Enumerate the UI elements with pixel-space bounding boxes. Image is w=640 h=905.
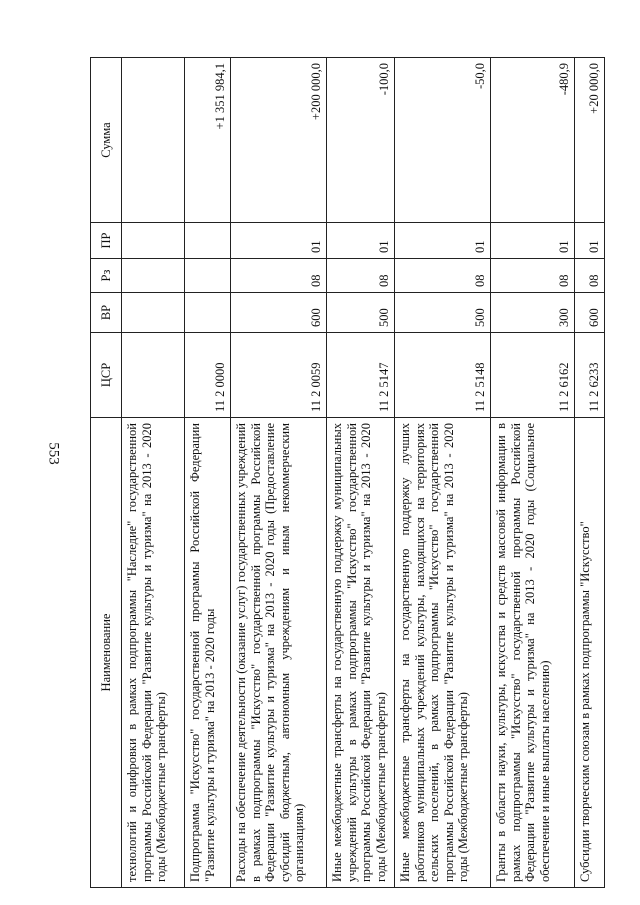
row-sum: -100,0: [327, 58, 395, 223]
budget-table-container: [90, 58, 610, 888]
header-csr: ЦСР: [91, 333, 122, 418]
row-sum: +200 000,0: [231, 58, 327, 223]
row-rz: 08: [395, 259, 491, 293]
table-row: [231, 58, 327, 888]
row-csr: [122, 333, 185, 418]
row-vr: 300: [491, 293, 575, 333]
table-row: [327, 58, 395, 888]
row-csr: 11 2 0059: [231, 333, 327, 418]
row-vr: [185, 293, 231, 333]
table-row: [491, 58, 575, 888]
row-vr: 500: [327, 293, 395, 333]
row-name: Иные межбюджетные трансферты на государственную поддержку лучших работников муниципальных учреждений культуры, находящихся на территориях сельских поселений, в рамках подпрограммы "Искусство" государственной программы Российской Федерации "Развитие культуры и туризма" на 2013 - 2020 годы (Межбюджетные трансферты): [395, 418, 491, 888]
row-csr: 11 2 6162: [491, 333, 575, 418]
row-rz: 08: [575, 259, 605, 293]
row-name: Гранты в области науки, культуры, искусства и средств массовой информации в рамках подпрограммы "Искусство" государственной программы Российской Федерации "Развитие культуры и туризма" на 2013 - 2020 годы (Социальное обеспечение и иные выплаты населению): [491, 418, 575, 888]
row-csr: 11 2 6233: [575, 333, 605, 418]
row-sum: -50,0: [395, 58, 491, 223]
row-csr: 11 2 0000: [185, 333, 231, 418]
row-rz: [185, 259, 231, 293]
row-rz: 08: [327, 259, 395, 293]
row-sum: [122, 58, 185, 223]
row-rz: 08: [491, 259, 575, 293]
table-row: [185, 58, 231, 888]
row-vr: [122, 293, 185, 333]
row-name: Иные межбюджетные трансферты на государственную поддержку муниципальных учреждений культуры в рамках подпрограммы "Искусство" государственной программы Российской Федерации "Развитие культуры и туризма" на 2013 - 2020 годы (Межбюджетные трансферты): [327, 418, 395, 888]
row-sum: +20 000,0: [575, 58, 605, 223]
header-sum: Сумма: [91, 58, 122, 223]
row-name: Расходы на обеспечение деятельности (оказание услуг) государственных учреждений в рамках подпрограммы "Искусство" государственной программы Российской Федерации "Развитие культуры и туризма" на 2013 - 2020 годы (Предоставление субсидий бюджетным, автономным учреждениям и иным некоммерческим организациям): [231, 418, 327, 888]
header-name: Наименование: [91, 418, 122, 888]
row-pr: [122, 223, 185, 259]
header-rz: Рз: [91, 259, 122, 293]
header-vr: ВР: [91, 293, 122, 333]
table-row: [575, 58, 605, 888]
row-pr: 01: [327, 223, 395, 259]
row-sum: +1 351 984,1: [185, 58, 231, 223]
row-rz: 08: [231, 259, 327, 293]
table-row: [122, 58, 185, 888]
header-pr: ПР: [91, 223, 122, 259]
row-pr: 01: [575, 223, 605, 259]
row-name: технологий и оцифровки в рамках подпрограммы "Наследие" государственной программы Российской Федерации "Развитие культуры и туризма" на 2013 - 2020 годы (Межбюджетные трансферты): [122, 418, 185, 888]
row-pr: 01: [491, 223, 575, 259]
row-name: Субсидии творческим союзам в рамках подпрограммы "Искусство": [575, 418, 605, 888]
row-sum: -480,9: [491, 58, 575, 223]
budget-table: [90, 57, 605, 888]
header-row: [91, 58, 122, 888]
table-row: [395, 58, 491, 888]
page-number: 553: [45, 442, 62, 465]
row-vr: 600: [575, 293, 605, 333]
row-vr: 600: [231, 293, 327, 333]
row-vr: 500: [395, 293, 491, 333]
row-pr: 01: [231, 223, 327, 259]
row-pr: [185, 223, 231, 259]
row-csr: 11 2 5147: [327, 333, 395, 418]
row-csr: 11 2 5148: [395, 333, 491, 418]
row-name: Подпрограмма "Искусство" государственной программы Российской Федерации "Развитие культуры и туризма" на 2013 - 2020 годы: [185, 418, 231, 888]
row-pr: 01: [395, 223, 491, 259]
row-rz: [122, 259, 185, 293]
